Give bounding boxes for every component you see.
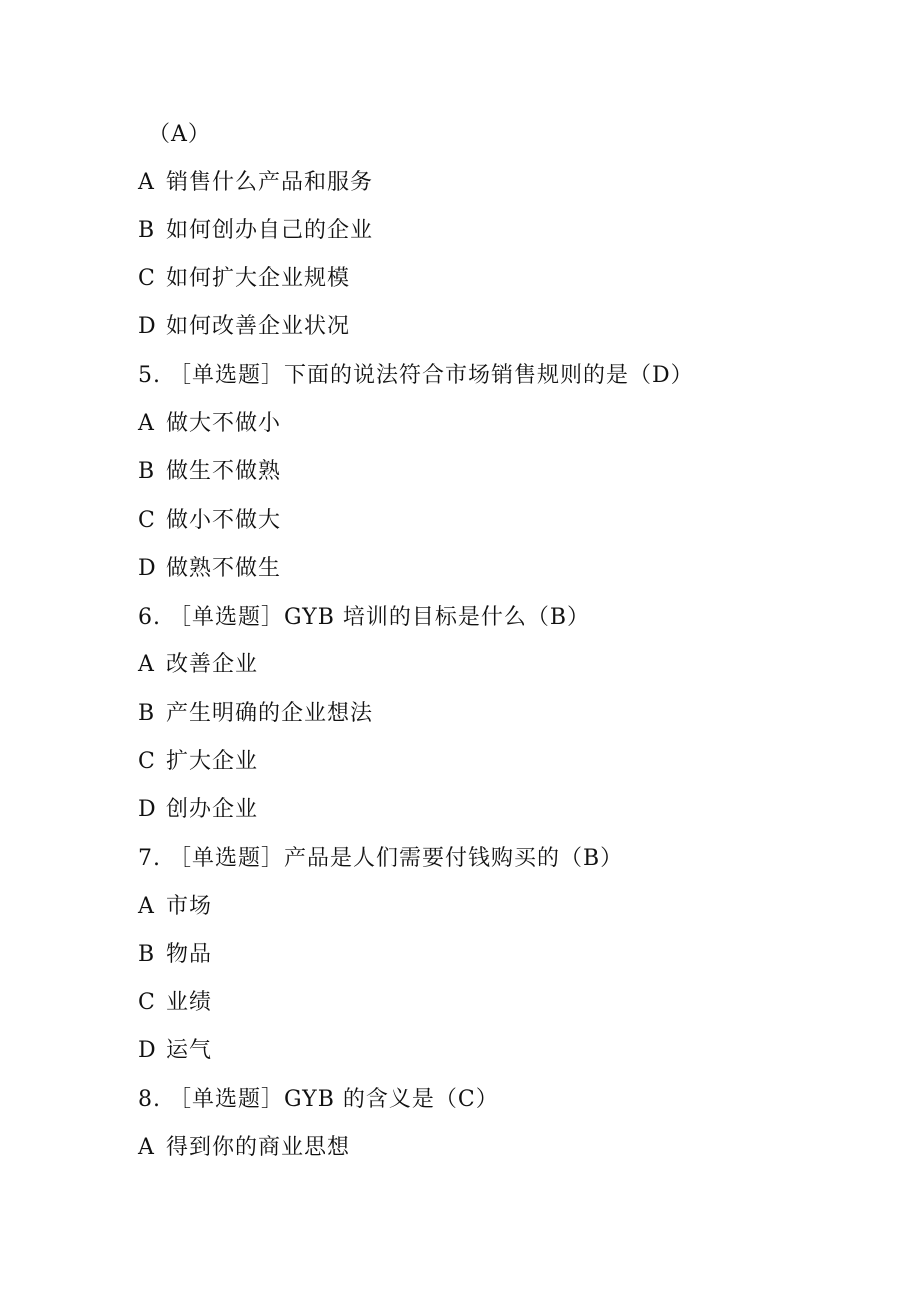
option-text: 如何改善企业状况 — [166, 314, 351, 339]
option-letter: D — [138, 314, 157, 339]
option-text: 市场 — [166, 894, 213, 919]
option-text: 做小不做大 — [166, 508, 282, 533]
option-letter: D — [138, 1038, 157, 1063]
option-text: 业绩 — [166, 990, 213, 1015]
question-7-option-b — [138, 940, 212, 970]
question-7-stem: 7. ［单选题］产品是人们需要付钱购买的（B） — [138, 846, 624, 871]
question-6-option-b — [138, 699, 373, 729]
option-letter: A — [138, 652, 155, 677]
option-letter: B — [138, 701, 156, 726]
question-6-stem: 6. ［单选题］GYB 培训的目标是什么（B） — [138, 605, 591, 630]
question-4-option-c — [138, 264, 350, 294]
question-5-option-c — [138, 506, 281, 536]
question-5-option-d — [138, 554, 281, 584]
option-text: 产生明确的企业想法 — [166, 701, 374, 726]
option-letter: D — [138, 556, 157, 581]
question-7-option-a — [138, 892, 212, 922]
question-4-option-b — [138, 216, 373, 246]
option-text: 扩大企业 — [166, 749, 259, 774]
option-letter: C — [138, 749, 156, 774]
option-letter: C — [138, 266, 156, 291]
question-6-option-a — [138, 650, 258, 680]
option-letter: B — [138, 942, 156, 967]
option-text: 运气 — [166, 1038, 213, 1063]
question-8-stem: 8. ［单选题］GYB 的含义是（C） — [138, 1087, 499, 1112]
option-text: 如何创办自己的企业 — [166, 218, 374, 243]
question-5-option-a — [138, 409, 281, 439]
question-7-option-c — [138, 988, 212, 1018]
option-text: 物品 — [166, 942, 213, 967]
option-text: 如何扩大企业规模 — [166, 266, 351, 291]
option-letter: B — [138, 218, 156, 243]
option-text: 销售什么产品和服务 — [166, 170, 374, 195]
question-4-answer: （A） — [148, 122, 211, 147]
option-letter: A — [138, 1135, 155, 1160]
option-text: 改善企业 — [166, 652, 259, 677]
question-5-option-b — [138, 457, 281, 487]
option-letter: D — [138, 797, 157, 822]
option-letter: A — [138, 170, 155, 195]
question-6-option-c — [138, 747, 258, 777]
question-4-option-a — [138, 168, 373, 198]
question-8-option-a — [138, 1133, 350, 1163]
option-text: 做生不做熟 — [166, 459, 282, 484]
question-7-option-d — [138, 1036, 212, 1066]
option-letter: C — [138, 508, 156, 533]
question-6-option-d — [138, 795, 258, 825]
option-text: 做大不做小 — [166, 411, 282, 436]
option-text: 做熟不做生 — [166, 556, 282, 581]
option-letter: C — [138, 990, 156, 1015]
option-letter: A — [138, 894, 155, 919]
question-4-option-d — [138, 312, 350, 342]
question-5-stem: 5. ［单选题］下面的说法符合市场销售规则的是（D） — [138, 363, 694, 388]
option-letter: B — [138, 459, 156, 484]
option-text: 得到你的商业思想 — [166, 1135, 351, 1160]
option-letter: A — [138, 411, 155, 436]
option-text: 创办企业 — [166, 797, 259, 822]
